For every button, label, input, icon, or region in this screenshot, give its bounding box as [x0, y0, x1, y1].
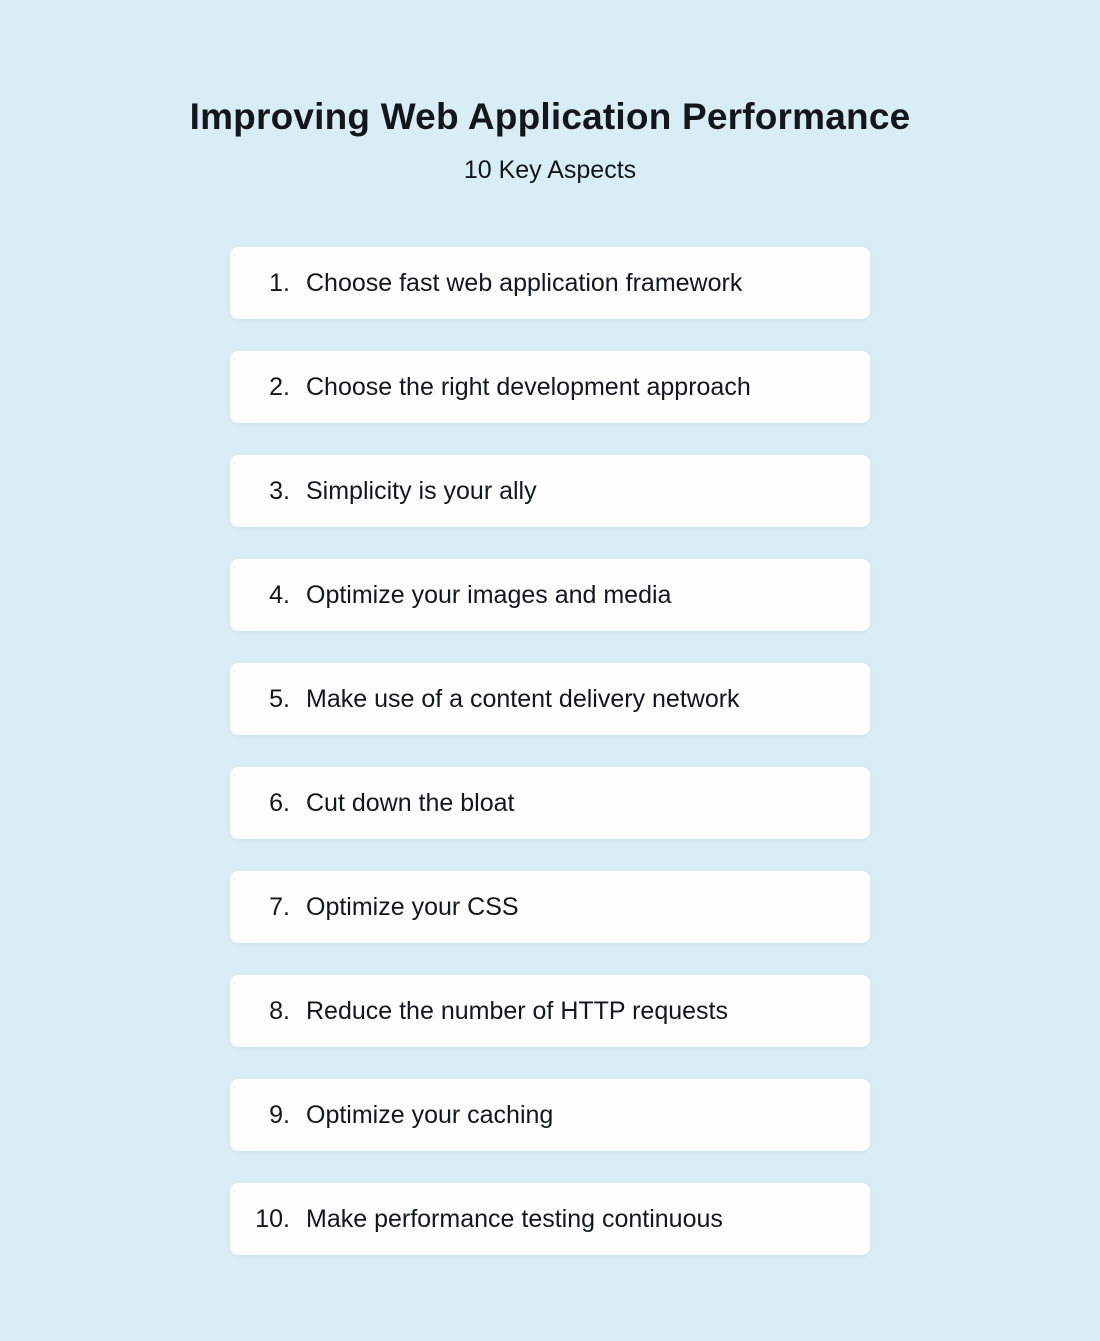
list-item-label: Choose the right development approach	[306, 372, 751, 401]
list-item-label: Cut down the bloat	[306, 788, 515, 817]
list-item-label: Optimize your images and media	[306, 580, 672, 609]
list-item	[230, 767, 870, 839]
list-item-label: Optimize your caching	[306, 1100, 554, 1129]
list-item	[230, 663, 870, 735]
list-item-number: 1.	[269, 268, 290, 297]
list-item-number: 2.	[269, 372, 290, 401]
list-item-number: 6.	[269, 788, 290, 817]
list-item-label: Make use of a content delivery network	[306, 684, 740, 713]
list-item	[230, 351, 870, 423]
list-item	[230, 1079, 870, 1151]
list-item-label: Choose fast web application framework	[306, 268, 743, 297]
list-item	[230, 871, 870, 943]
list-item-number: 3.	[269, 476, 290, 505]
page-subtitle: 10 Key Aspects	[463, 156, 637, 184]
infographic-header	[0, 0, 1100, 185]
list-item-label: Reduce the number of HTTP requests	[306, 996, 728, 1025]
key-aspects-list	[230, 247, 870, 1255]
list-item-number: 9.	[269, 1100, 290, 1129]
list-item	[230, 247, 870, 319]
list-item	[230, 1183, 870, 1255]
list-item-number: 4.	[269, 580, 290, 609]
list-item-number: 10.	[255, 1204, 290, 1233]
list-item-number: 5.	[269, 684, 290, 713]
list-item	[230, 455, 870, 527]
list-item-number: 7.	[269, 892, 290, 921]
list-item-label: Simplicity is your ally	[306, 476, 537, 505]
list-item	[230, 559, 870, 631]
list-item-label: Optimize your CSS	[306, 892, 519, 921]
list-item	[230, 975, 870, 1047]
list-item-label: Make performance testing continuous	[306, 1204, 723, 1233]
page-title: Improving Web Application Performance	[189, 96, 911, 137]
list-item-number: 8.	[269, 996, 290, 1025]
